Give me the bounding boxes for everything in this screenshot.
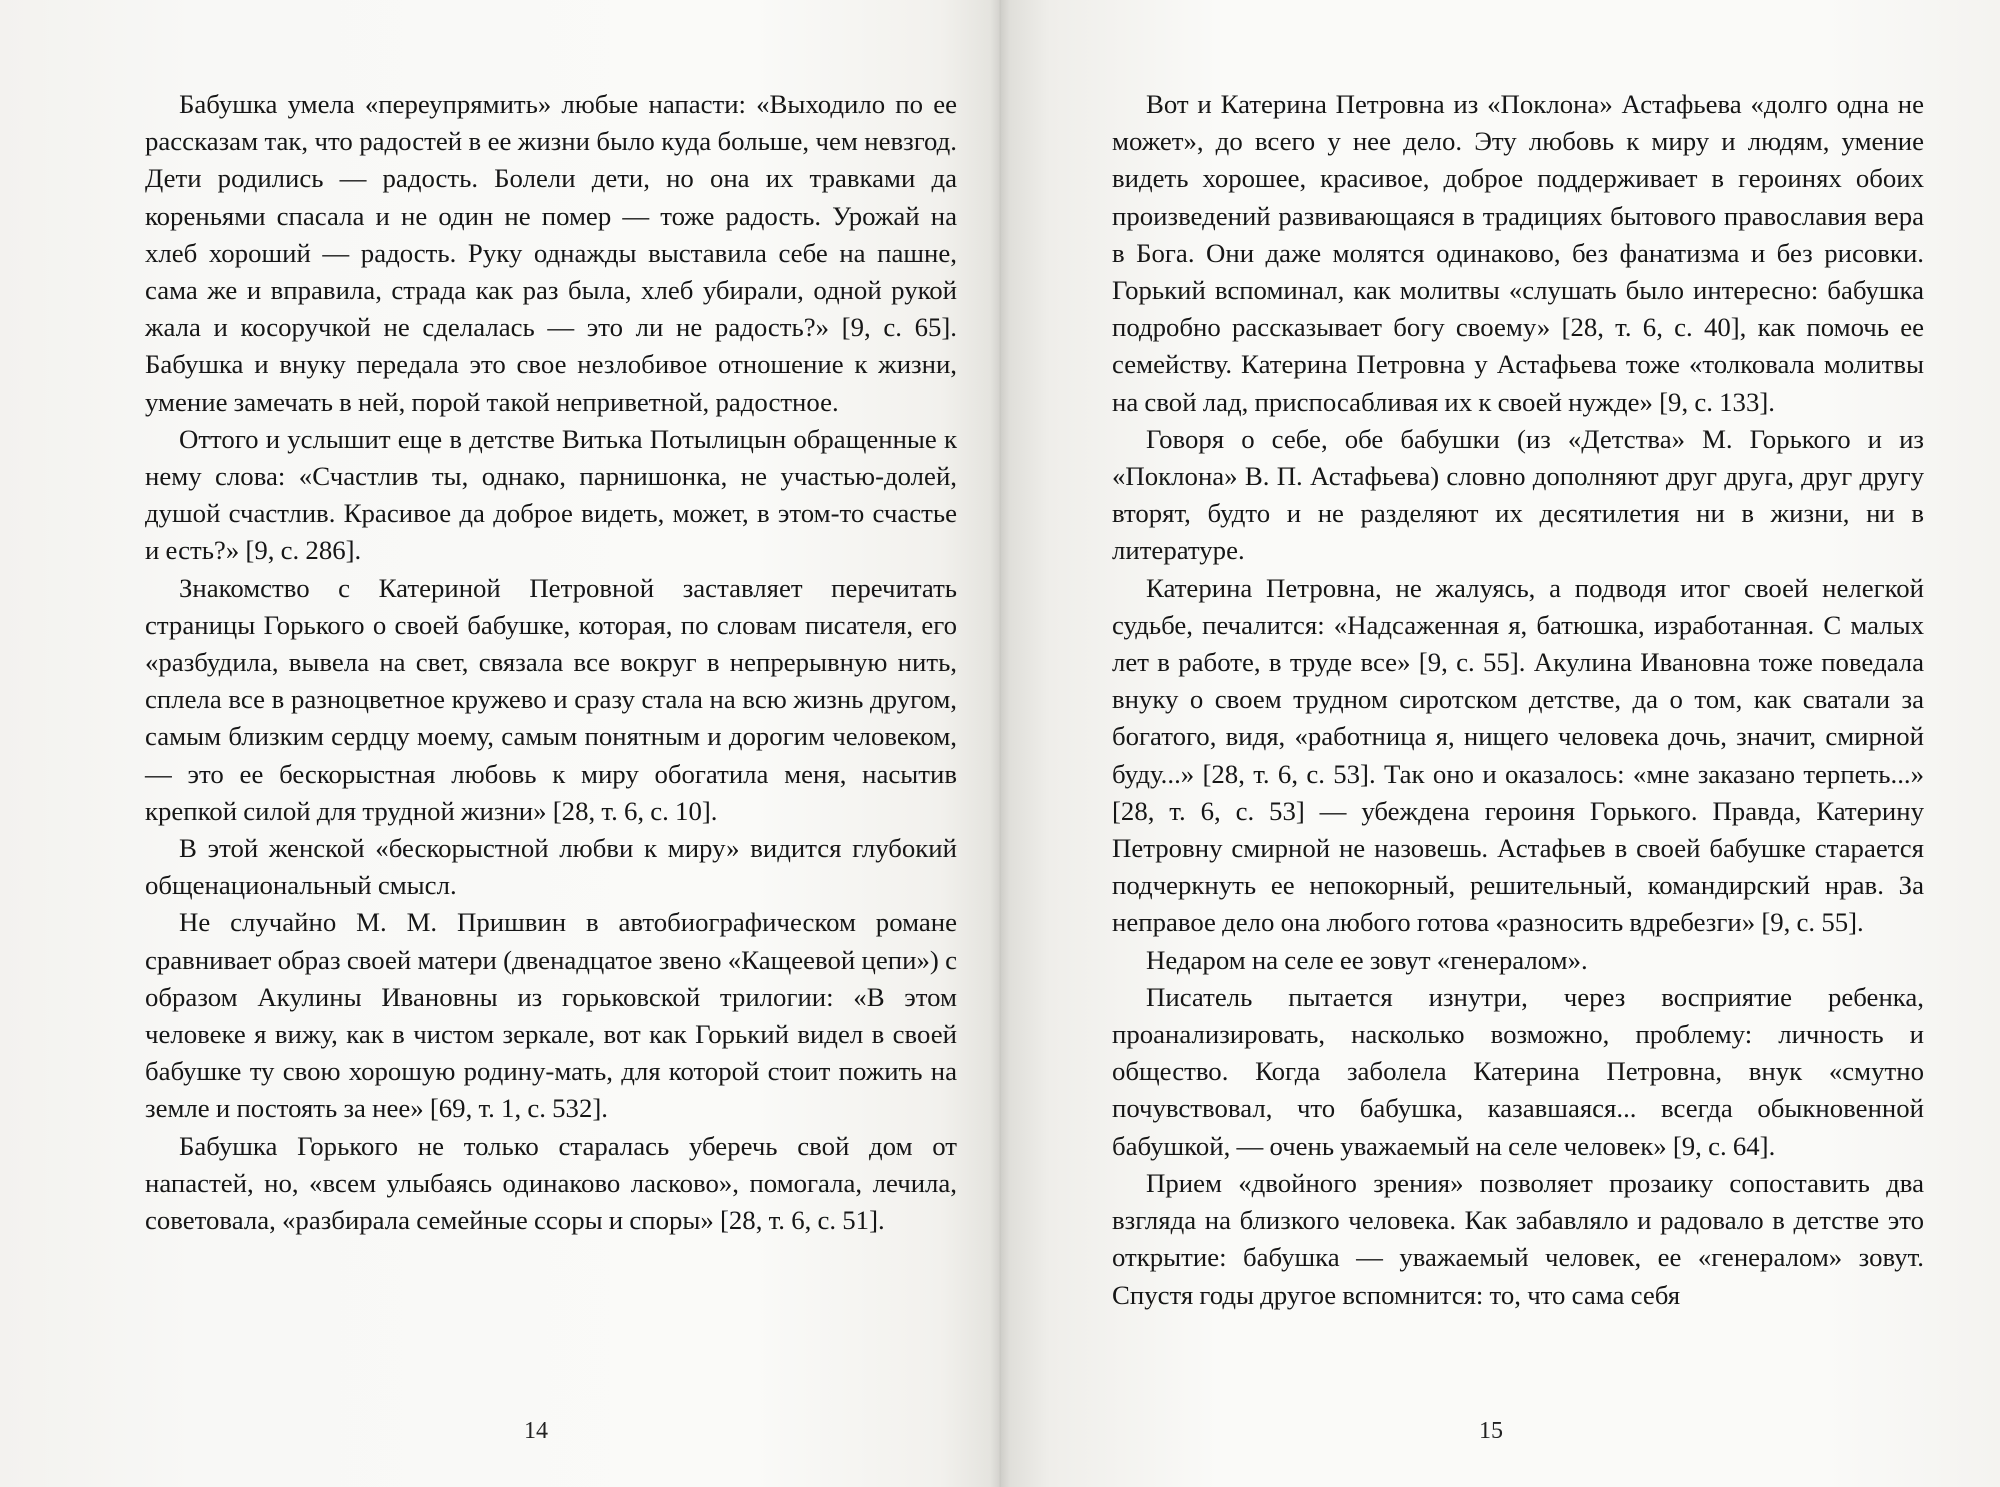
page-number: 14 [524,1418,548,1444]
paragraph: В этой женской «бескорыстной любви к миру» видится глубокий общенациональный смысл. [145,833,957,901]
paragraph: Знакомство с Катериной Петровной заставляет перечитать страницы Горького о своей бабушке, которая, по словам писателя, его «разбудила, вывела на свет, связала все вокруг в непрерывную нить, сплела все в разноцветное кружево и сразу стала на всю жизнь другом, самым близким сердцу моему, самым понятным и дорогим человеком, — это ее бескорыстная любовь к миру обогатила меня, насытив крепкой силой для трудной жизни» [28, т. 6, с. 10]. [145,572,957,826]
left-page-text [145,86,957,1239]
paragraph: Писатель пытается изнутри, через восприятие ребенка, проанализировать, насколько возможно, проблему: личность и общество. Когда заболела Катерина Петровна, внук «смутно почувствовал, что бабушка, казавшаяся... всегда обыкновенной бабушкой, — очень уважаемый на селе человек» [9, с. 64]. [1112,981,1924,1161]
paragraph: Оттого и услышит еще в детстве Витька Потылицын обращенные к нему слова: «Счастлив ты, однако, парнишонка, не участью-долей, душой счастлив. Красивое да доброе видеть, может, в этом-то счастье и есть?» [9, с. 286]. [145,423,957,566]
paragraph: Вот и Катерина Петровна из «Поклона» Астафьева «долго одна не может», до всего у нее дело. Эту любовь к миру и людям, умение видеть хорошее, красивое, доброе поддерживает в героинях обоих произведений развивающаяся в традициях бытового православия вера в Бога. Они даже молятся одинаково, без фанатизма и без рисовки. Горький вспоминал, как молитвы «слушать было интересно: бабушка подробно рассказывает богу своему» [28, т. 6, с. 40], как помочь ее семейству. Катерина Петровна у Астафьева тоже «толковала молитвы на свой лад, приспосабливая их к своей нужде» [9, с. 133]. [1112,89,1924,417]
paragraph: Бабушка умела «переупрямить» любые напасти: «Выходило по ее рассказам так, что радостей в ее жизни было куда больше, чем невзгод. Дети родились — радость. Болели дети, но она их травками да кореньями спасала и не один не помер — тоже радость. Урожай на хлеб хороший — радость. Руку однажды выставила себе на пашне, сама же и вправила, страда как раз была, хлеб убирали, одной рукой жала и косоручкой не сделалась — это ли не радость?» [9, с. 65]. Бабушка и внуку передала это свое незлобивое отношение к жизни, умение замечать в ней, порой такой неприветной, радостное. [145,89,957,417]
paragraph: Не случайно М. М. Пришвин в автобиографическом романе сравнивает образ своей матери (двенадцатое звено «Кащеевой цепи») с образом Акулины Ивановны из горьковской трилогии: «В этом человеке я вижу, как в чистом зеркале, вот как Горький видел в своей бабушке ту свою хорошую родину-мать, для которой стоит пожить на земле и постоять за нее» [69, т. 1, с. 532]. [145,907,957,1124]
paragraph: Говоря о себе, обе бабушки (из «Детства» М. Горького и из «Поклона» В. П. Астафьева) словно дополняют друг друга, друг другу вторят, будто и не разделяют их десятилетия ни в жизни, ни в литературе. [1112,423,1924,566]
page-number: 15 [1479,1418,1503,1444]
right-page-text [1112,86,1924,1314]
paragraph: Прием «двойного зрения» позволяет прозаику сопоставить два взгляда на близкого человека. Как забавляло и радовало в детстве это открытие: бабушка — уважаемый человек, ее «генералом» зовут. Спустя годы другое вспомнится: то, что сама себя [1112,1167,1924,1310]
paragraph: Бабушка Горького не только старалась уберечь свой дом от напастей, но, «всем улыбаясь одинаково ласково», помогала, лечила, советовала, «разбирала семейные ссоры и споры» [28, т. 6, с. 51]. [145,1130,957,1236]
paragraph: Недаром на селе ее зовут «генералом». [1146,944,1588,975]
paragraph: Катерина Петровна, не жалуясь, а подводя итог своей нелегкой судьбе, печалится: «Надсаженная я, батюшка, изработанная. С малых лет в работе, в труде все» [9, с. 55]. Акулина Ивановна тоже поведала внуку о своем трудном сиротском детстве, да о том, как сватали за богатого, видя, «работница я, нищего человека дочь, значит, смирной буду...» [28, т. 6, с. 53]. Так оно и оказалось: «мне заказано терпеть...» [28, т. 6, с. 53] — убеждена героиня Горького. Правда, Катерину Петровну смирной не назовешь. Астафьев в своей бабушке старается подчеркнуть ее непокорный, решительный, командирский нрав. За неправое дело она любого готова «разносить вдребезги» [9, с. 55]. [1112,572,1924,938]
right-page [1000,0,2000,1487]
